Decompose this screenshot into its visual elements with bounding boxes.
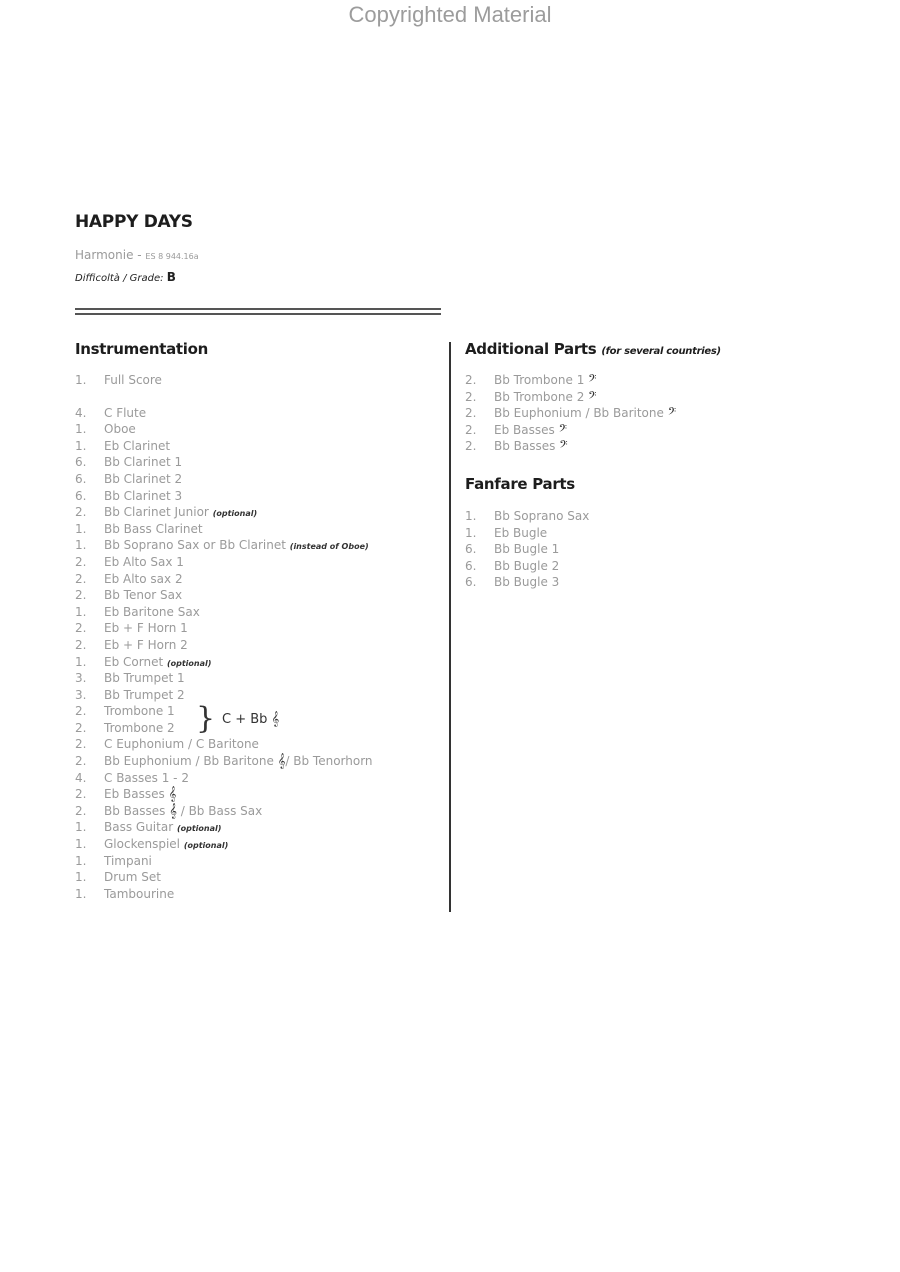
- part-name: Bb Tenor Sax: [104, 588, 183, 603]
- clef-icon: 𝄢: [588, 373, 597, 388]
- divider-line-top: [75, 308, 441, 310]
- part-note: (instead of Oboe): [289, 542, 369, 552]
- list-item: [75, 687, 373, 704]
- list-item: [75, 405, 373, 422]
- part-count: 1.: [75, 422, 87, 437]
- edition-subtitle: [75, 248, 199, 262]
- part-count: 2.: [75, 505, 87, 520]
- additional-parts-note: (for several countries): [601, 346, 721, 357]
- additional-parts-list: [465, 372, 676, 455]
- part-name: Bb Trumpet 1: [104, 671, 185, 686]
- part-count: 6.: [465, 575, 477, 590]
- part-name: Bb Basses: [494, 439, 560, 454]
- clef-icon: 𝄢: [558, 422, 567, 438]
- additional-parts-title: Additional Parts: [465, 340, 597, 358]
- part-name: Bb Trumpet 2: [104, 687, 185, 702]
- list-item: [75, 670, 373, 687]
- part-name: Eb Cornet: [104, 654, 167, 669]
- piece-title: HAPPY DAYS: [75, 212, 193, 232]
- part-name: C Basses 1 - 2: [104, 770, 189, 785]
- part-name: Bb Basses: [104, 803, 170, 818]
- list-item: [75, 521, 373, 538]
- clef-icon: 𝄞: [169, 803, 177, 819]
- part-name: Bb Soprano Sax or Bb Clarinet: [104, 538, 290, 553]
- part-count: 1.: [75, 837, 87, 852]
- list-item: [465, 525, 589, 542]
- part-name: Timpani: [104, 853, 152, 868]
- part-name: Oboe: [104, 422, 136, 437]
- part-count: 2.: [75, 571, 87, 586]
- part-count: 2.: [75, 737, 87, 752]
- part-name-suffix: / Bb Tenorhorn: [285, 754, 373, 769]
- list-item: [465, 541, 589, 558]
- part-name: Bb Bass Clarinet: [104, 521, 203, 536]
- part-note: (optional): [212, 509, 258, 519]
- part-name: Bass Guitar: [104, 820, 177, 835]
- part-count: 2.: [465, 373, 477, 387]
- part-name: Eb Bugle: [494, 525, 548, 540]
- part-name: Glockenspiel: [104, 837, 184, 852]
- part-name: Bb Bugle 1: [494, 542, 560, 557]
- part-name: C Euphonium / C Baritone: [104, 737, 259, 752]
- list-item: [75, 836, 373, 853]
- list-item: [75, 637, 373, 654]
- part-count: 1.: [75, 538, 87, 553]
- part-count: 2.: [75, 754, 87, 769]
- list-item: [75, 886, 373, 903]
- part-count: 1.: [75, 604, 87, 619]
- edition-label: Harmonie -: [75, 248, 146, 262]
- column-divider: [449, 342, 451, 912]
- list-item: [75, 587, 373, 604]
- clef-icon: 𝄢: [559, 439, 568, 455]
- part-count: 2.: [75, 803, 87, 818]
- catalog-code: ES 8 944.16a: [145, 252, 199, 261]
- part-count: 4.: [75, 405, 87, 420]
- part-count: 1.: [75, 853, 87, 868]
- list-item: [75, 803, 373, 820]
- part-count: 1.: [75, 654, 87, 669]
- part-name: Eb Basses: [104, 787, 169, 802]
- part-name: Eb Baritone Sax: [104, 604, 200, 619]
- trombone-key-note: C + Bb 𝄞: [222, 712, 280, 727]
- part-count: 2.: [75, 588, 87, 603]
- list-item: [75, 819, 373, 836]
- part-count: 1.: [75, 438, 87, 453]
- copyright-watermark: Copyrighted Material: [348, 2, 552, 27]
- grade-value: B: [166, 270, 176, 284]
- list-item: [75, 488, 373, 505]
- part-name: Bb Euphonium / Bb Baritone: [104, 754, 278, 769]
- instrumentation-heading: Instrumentation: [75, 340, 209, 358]
- difficulty-grade: [75, 270, 176, 284]
- list-item: [75, 604, 373, 621]
- list-item: [75, 736, 373, 753]
- part-name: Eb Alto Sax 1: [104, 554, 184, 569]
- list-item: [75, 853, 373, 870]
- part-count: 1.: [75, 521, 87, 536]
- list-item: [75, 786, 373, 803]
- list-item: [75, 372, 373, 389]
- part-note: (optional): [183, 841, 229, 851]
- part-name: Tambourine: [104, 886, 175, 901]
- part-name: Eb + F Horn 1: [104, 621, 188, 636]
- list-item: [75, 869, 373, 886]
- list-item: [465, 389, 676, 406]
- clef-icon: 𝄢: [588, 389, 597, 405]
- part-count: 2.: [465, 406, 477, 421]
- list-item: [465, 422, 676, 439]
- additional-parts-heading: [465, 340, 721, 358]
- part-name: Bb Clarinet Junior: [104, 505, 213, 520]
- part-name: Bb Clarinet 2: [104, 471, 183, 486]
- part-count: 6.: [75, 455, 87, 470]
- part-count: 2.: [465, 422, 477, 437]
- list-item: [75, 504, 373, 521]
- fanfare-parts-list: [465, 508, 589, 591]
- part-count: 2.: [75, 704, 87, 719]
- trombone-brace: }: [196, 701, 216, 736]
- part-name: Eb Basses: [494, 422, 559, 437]
- list-spacer: [75, 389, 373, 405]
- part-count: 1.: [465, 525, 477, 540]
- part-name: Bb Clarinet 1: [104, 455, 183, 470]
- part-count: 6.: [75, 471, 87, 486]
- list-item: [75, 654, 373, 671]
- list-item: [75, 770, 373, 787]
- part-count: 1.: [75, 886, 87, 901]
- list-item: [75, 753, 373, 770]
- clef-icon: 𝄞: [277, 754, 286, 770]
- instrumentation-list: [75, 372, 373, 902]
- grade-label: Difficoltà / Grade:: [75, 273, 164, 284]
- list-item: [75, 554, 373, 571]
- list-item: [465, 574, 589, 591]
- list-item: [75, 421, 373, 438]
- fanfare-parts-heading: Fanfare Parts: [465, 475, 575, 493]
- part-count: 4.: [75, 770, 87, 785]
- part-name: Bb Trombone 2: [494, 389, 589, 404]
- part-count: 1.: [465, 509, 477, 523]
- part-count: 6.: [465, 542, 477, 557]
- part-count: 3.: [75, 671, 87, 686]
- part-count: 1.: [75, 870, 87, 885]
- list-item: [465, 558, 589, 575]
- list-item: [75, 620, 373, 637]
- part-count: 2.: [465, 389, 477, 404]
- part-count: 1.: [75, 820, 87, 835]
- part-count: 6.: [75, 488, 87, 503]
- part-count: 2.: [75, 554, 87, 569]
- part-count: 2.: [75, 720, 87, 735]
- divider-line-bottom: [75, 313, 441, 315]
- part-count: 2.: [75, 621, 87, 636]
- part-name: Trombone 1: [104, 704, 175, 719]
- list-item: [465, 508, 589, 525]
- list-item: [75, 537, 373, 554]
- part-count: 2.: [75, 637, 87, 652]
- clef-icon: 𝄢: [667, 406, 677, 422]
- part-name: Bb Euphonium / Bb Baritone: [494, 406, 668, 421]
- part-name: C Flute: [104, 405, 147, 420]
- list-item: [75, 571, 373, 588]
- part-name: Drum Set: [104, 870, 161, 885]
- clef-icon: 𝄞: [168, 787, 177, 803]
- part-name: Bb Trombone 1: [494, 373, 589, 387]
- part-count: 2.: [75, 787, 87, 802]
- part-count: 3.: [75, 687, 87, 702]
- list-item: [75, 438, 373, 455]
- part-count: 1.: [75, 373, 87, 387]
- list-item: [465, 438, 676, 455]
- part-name: Eb Alto sax 2: [104, 571, 183, 586]
- list-item: [465, 372, 676, 389]
- part-name: Eb + F Horn 2: [104, 637, 188, 652]
- part-name: Eb Clarinet: [104, 438, 171, 453]
- part-note: (optional): [166, 658, 212, 668]
- part-name: Bb Bugle 2: [494, 558, 560, 573]
- part-count: 2.: [465, 439, 477, 454]
- list-item: [75, 471, 373, 488]
- part-name-suffix: / Bb Bass Sax: [176, 803, 263, 818]
- part-name: Trombone 2: [104, 720, 175, 735]
- part-name: Bb Clarinet 3: [104, 488, 183, 503]
- list-item: [75, 454, 373, 471]
- list-item: [465, 405, 676, 422]
- part-name: Bb Soprano Sax: [494, 509, 590, 523]
- part-note: (optional): [176, 824, 222, 834]
- part-name: Bb Bugle 3: [494, 575, 560, 590]
- part-name: Full Score: [104, 373, 162, 387]
- part-count: 6.: [465, 558, 477, 573]
